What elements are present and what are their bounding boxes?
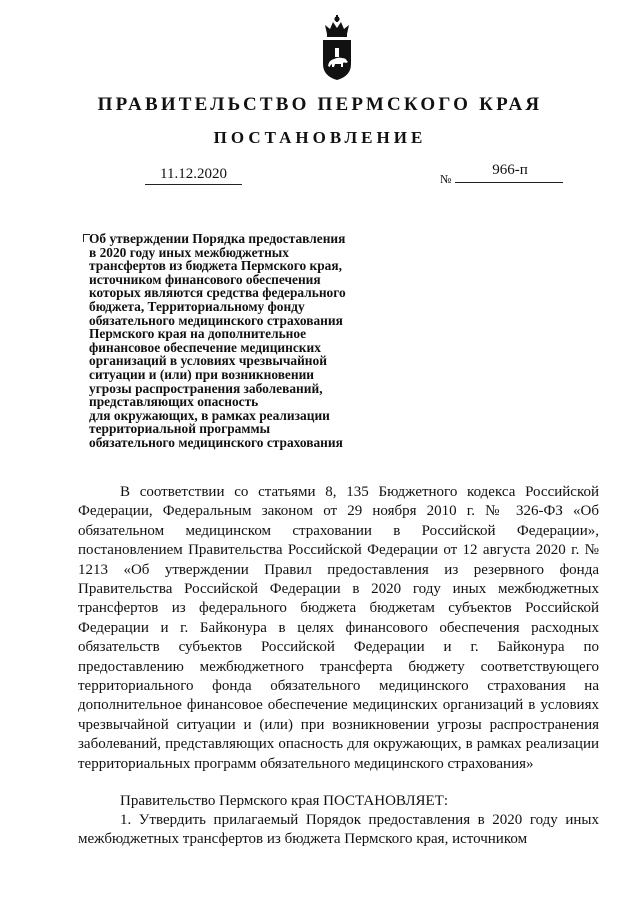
perm-krai-coat-of-arms-icon [320,14,354,82]
number-sign: № [440,172,452,186]
title-line: обязательного медицинского страхования [89,434,343,450]
title-line: ситуации и (или) при возникновении [89,366,315,382]
title-line: для окружающих, в рамках реализации [89,407,330,423]
organization-name: ПРАВИТЕЛЬСТВО ПЕРМСКОГО КРАЯ [97,94,543,115]
title-line: территориальной программы [89,421,271,437]
title-line: угрозы распространения заболеваний, [89,380,323,396]
number-underline [455,182,563,183]
title-line: организаций в условиях чрезвычайной [89,353,327,369]
document-number: 966-п [492,162,528,178]
title-line: которых являются средства федерального [89,285,346,301]
title-line: финансовое обеспечение медицинских [89,339,321,355]
title-line: в 2020 году иных межбюджетных [89,244,289,260]
document-title [89,232,389,450]
document-date: 11.12.2020 [145,166,242,185]
title-line: обязательного медицинского страхования [89,312,343,328]
title-line: трансфертов из бюджета Пермского края, [89,258,342,274]
title-line: источником финансового обеспечения [89,271,321,287]
body-paragraph-legal-basis: В соответствии со статьями 8, 135 Бюджетного кодекса Российской Федерации, Федеральным законом от 29 ноября 2010 г. № 326-ФЗ «Об обязательном медицинском страховании в Российской Федерации», постановлением Правительства Российской Федерации от 12 августа 2020 г. № 1213 «Об утверждении Правил предоставления из резервного фонда Правительства Российской Федерации в 2020 году иных межбюджетных трансфертов из федерального бюджета бюджетам субъектов Российской Федерации и г. Байконура в целях финансового обеспечения расходных обязательств субъектов Российской Федерации и г. Байконура по предоставлению межбюджетного трансферта бюджету соответствующего территориального фонда обязательного медицинского страхования на дополнительное финансовое обеспечение медицинских организаций в условиях чрезвычайной ситуации и (или) при возникновении угрозы распространения заболеваний, представляющих опасность для окружающих, в рамках реализации территориальных программ обязательного медицинского страхования» [78,484,599,772]
title-line: представляющих опасность [89,394,259,410]
body-paragraph-item-1: 1. Утвердить прилагаемый Порядок предоставления в 2020 году иных межбюджетных трансфертов из бюджета Пермского края, источником [78,812,599,848]
title-line: Об утверждении Порядка предоставления [89,231,346,246]
title-line: бюджета, Территориальному фонду [89,298,305,314]
document-type: ПОСТАНОВЛЕНИЕ [213,128,427,147]
body-paragraph-resolves: Правительство Пермского края ПОСТАНОВЛЯЕТ: [120,793,449,809]
title-line: Пермского края на дополнительное [89,326,307,342]
